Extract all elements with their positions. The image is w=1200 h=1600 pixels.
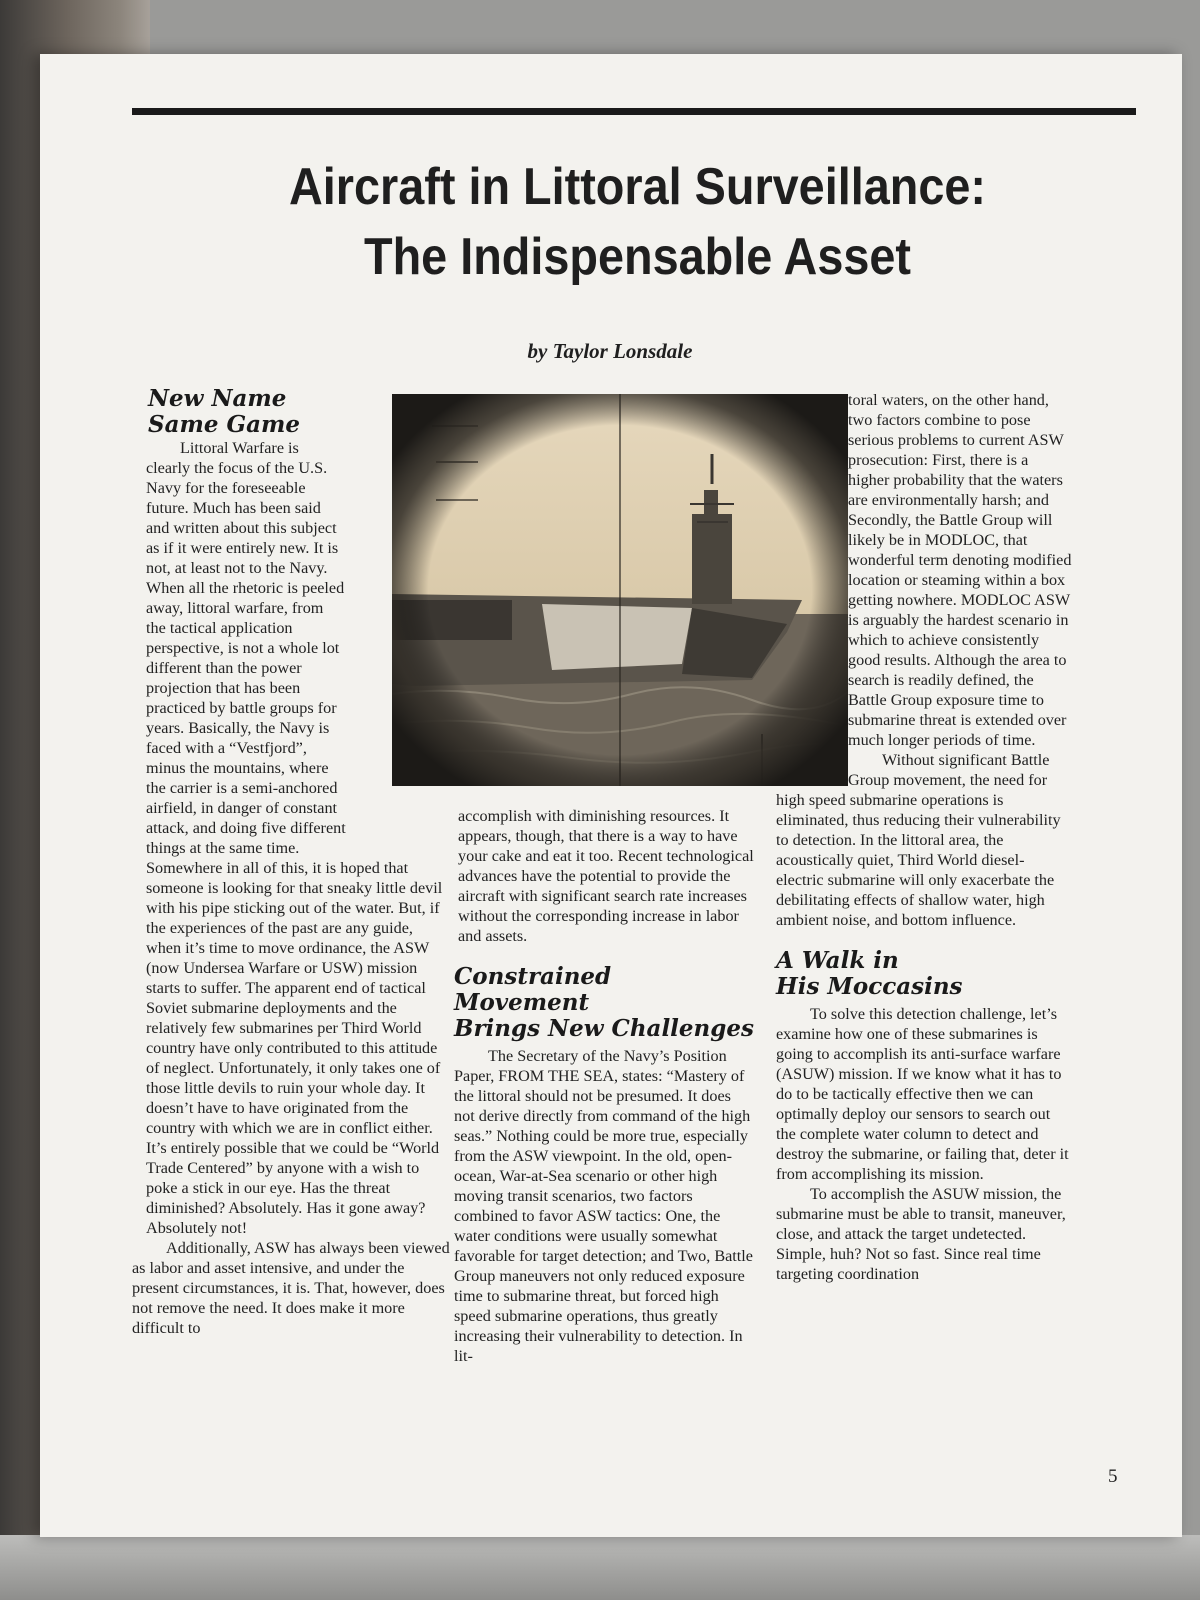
heading-3-line-2: His Moccasins bbox=[776, 973, 963, 1000]
heading-2-line-1: Constrained Movement bbox=[454, 963, 612, 1016]
heading-3-line-1: A Walk in bbox=[776, 947, 899, 974]
section-heading-2 bbox=[454, 964, 754, 1042]
byline: by Taylor Lonsdale bbox=[527, 339, 693, 363]
photo-wrap-spacer bbox=[776, 390, 848, 790]
paragraph: Additionally, ASW has always been viewed as labor and asset intensive, and under the present circumstances, it is. That, however, does not remove the need. It does make it more difficult to bbox=[132, 1239, 450, 1337]
page-number: 5 bbox=[1108, 1466, 1118, 1487]
column-3-text-wrap bbox=[776, 390, 1072, 930]
title-line-2: The Indispensable Asset bbox=[363, 228, 912, 286]
heading-1-line-1: New Name bbox=[148, 385, 287, 412]
paragraph: Littoral Warfare is clearly the focus of the U.S. Navy for the foreseeable future. Much has been said and written about this subject as if it were entirely new. It is not, at least not to the Navy. When all the rhetoric is peeled away, littoral warfare, from the tactical application perspective, is not a whole lot different than the power projection that has been practiced by battle groups for years. Basically, the Navy is faced with a “Vestfjord”, minus the mountains, where the carrier is a semi-anchored airfield, in danger of constant attack, and doing five different things at the same time. Somewhere in all of this, it is hoped that someone is looking for that sneaky little devil with his pipe sticking out of the water. But, if the experiences of the past are any guide, when it’s time to move ordinance, the ASW (now Undersea Warfare or USW) mission starts to suffer. The apparent end of tactical Soviet submarine deployments and the relatively few submarines per Third World country have only contributed to this attitude of neglect. Unfortunately, it only takes one of those little devils to ruin your whole day. It doesn’t have to have originated from the country with which we are in conflict either. It’s entirely possible that we could be “World Trade Centered” by anyone with a wish to poke a stick in our eye. Has the threat diminished? Absolutely. Has it gone away? Absolutely not! bbox=[146, 439, 443, 1237]
heading-2-line-2: Brings New Challenges bbox=[454, 1015, 754, 1042]
section-heading-3 bbox=[776, 948, 1072, 1000]
paragraph: To solve this detection challenge, let’s examine how one of these submarines is going to accomplish its anti-surface warfare (ASUW) mission. If we know what it has to do to be tactically effective then we can optimally deploy our sensors to search out the complete water column to detect and destroy the submarine, or failing that, deter it from accomplishing its mission. bbox=[776, 1005, 1069, 1183]
paragraph: To accomplish the ASUW mission, the submarine must be able to transit, maneuver, close, and attack the target undetected. Simple, huh? Not so fast. Since real time targeting coordination bbox=[776, 1185, 1066, 1283]
paragraph: accomplish with diminishing resources. It appears, though, that there is a way to have your cake and eat it too. Recent technological advances have the potential to provide the aircraft with significant search rate increases without the corresponding increase in labor and assets. bbox=[458, 807, 754, 945]
paragraph: The Secretary of the Navy’s Position Paper, FROM THE SEA, states: “Mastery of the littoral should not be presumed. It does not derive directly from command of the high seas.” Nothing could be more true, especially from the ASW viewpoint. In the old, open-ocean, War-at-Sea scenario or other high moving transit scenarios, two factors combined to favor ASW tactics: One, the water conditions were usually somewhat favorable for target detection; and Two, Battle Group maneuvers not only reduced exposure time to submarine threat, but forced high speed submarine operations, thus greatly increasing their vulnerability to detection. In lit- bbox=[454, 1047, 753, 1365]
title-line-1: Aircraft in Littoral Surveillance: bbox=[289, 158, 986, 216]
top-rule bbox=[132, 108, 1136, 115]
table-surface bbox=[0, 1535, 1200, 1600]
article-title bbox=[154, 152, 1122, 292]
paragraph: Without significant Battle Group movement, the need for high speed submarine operations is eliminated, thus reducing their vulnerability to detection. In the littoral area, the acoustically quiet, Third World diesel-electric submarine will only exacerbate the debilitating effects of shallow water, high ambient noise, and bottom influence. bbox=[776, 751, 1061, 929]
column-3 bbox=[776, 390, 1072, 1284]
column-2 bbox=[454, 806, 754, 1366]
heading-1-line-2: Same Game bbox=[148, 411, 301, 438]
paragraph: toral waters, on the other hand, two factors combine to pose serious problems to current ASW prosecution: First, there is a higher probability that the waters are environmentally harsh; and Secondly, the Battle Group will likely be in MODLOC, that wonderful term denoting modified location or steaming within a box getting nowhere. MODLOC ASW is arguably the hardest scenario in which to achieve consistently good results. Although the area to search is readily defined, the Battle Group exposure time to submarine threat is extended over much longer periods of time. bbox=[848, 391, 1072, 749]
magazine-page bbox=[40, 54, 1182, 1537]
